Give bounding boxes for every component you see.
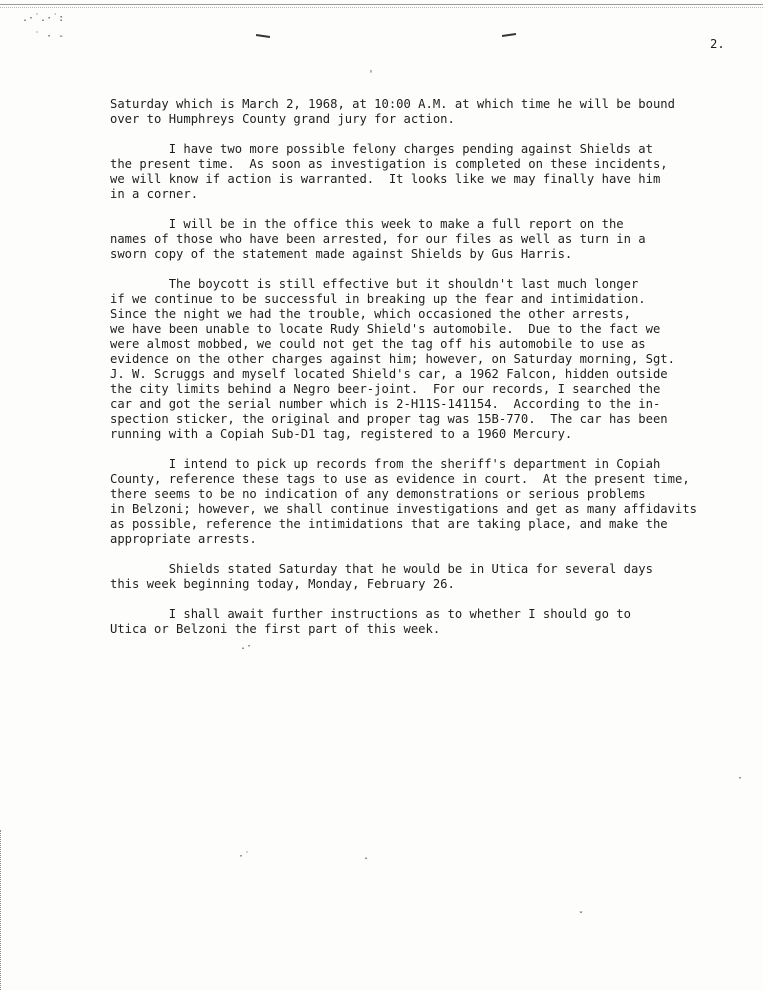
scan-artifact: ·˙ (238, 851, 251, 862)
scan-artifact: .· (240, 641, 253, 652)
text-line: appropriate arrests. (110, 532, 257, 546)
text-line: as possible, reference the intimidations that are taking place, and make the (110, 517, 668, 531)
text-line: we have been unable to locate Rudy Shield's automobile. Due to the fact we (110, 322, 661, 336)
paragraph (110, 97, 750, 127)
paragraph (110, 277, 750, 442)
text-line: J. W. Scruggs and myself located Shield's car, a 1962 Falcon, hidden outside (110, 367, 668, 381)
paragraph (110, 217, 750, 262)
text-line: The boycott is still effective but it shouldn't last much longer (110, 277, 639, 291)
text-line: car and got the serial number which is 2-H11S-141154. According to the in- (110, 397, 661, 411)
scan-artifact: ' (368, 69, 375, 80)
text-line: I intend to pick up records from the sheriff's department in Copiah (110, 457, 661, 471)
paragraph (110, 607, 750, 637)
text-line: if we continue to be successful in breaking up the fear and intimidation. (110, 292, 646, 306)
text-line: Saturday which is March 2, 1968, at 10:00 A.M. at which time he will be bound (110, 97, 675, 111)
text-line: the city limits behind a Negro beer-joint. For our records, I searched the (110, 382, 661, 396)
text-line: Since the night we had the trouble, which occasioned the other arrests, (110, 307, 631, 321)
text-line: Utica or Belzoni the first part of this week. (110, 622, 441, 636)
scan-artifact: ˙ · - (34, 31, 65, 42)
scan-artifact: · (737, 773, 744, 784)
text-line: sworn copy of the statement made against Shields by Gus Harris. (110, 247, 573, 261)
paragraph (110, 142, 750, 202)
top-border-dots (0, 7, 763, 8)
scan-artifact (502, 33, 516, 37)
top-border-line (0, 4, 763, 5)
left-edge-artifact (0, 830, 4, 990)
text-line: I will be in the office this week to make a full report on the (110, 217, 624, 231)
text-line: Shields stated Saturday that he would be in Utica for several days (110, 562, 653, 576)
text-line: running with a Copiah Sub-D1 tag, registered to a 1960 Mercury. (110, 427, 573, 441)
text-line: over to Humphreys County grand jury for action. (110, 112, 455, 126)
text-line: the present time. As soon as investigation is completed on these incidents, (110, 157, 668, 171)
text-line: I shall await further instructions as to whether I should go to (110, 607, 631, 621)
scan-artifact (256, 34, 270, 38)
text-line: names of those who have been arrested, for our files as well as turn in a (110, 232, 646, 246)
scan-artifact: . (363, 851, 370, 862)
scan-artifact: ˇ (578, 911, 585, 922)
text-line: there seems to be no indication of any demonstrations or serious problems (110, 487, 646, 501)
text-line: spection sticker, the original and proper tag was 15B-770. The car has been (110, 412, 668, 426)
text-line: this week beginning today, Monday, February 26. (110, 577, 455, 591)
text-line: we will know if action is warranted. It looks like we may finally have him (110, 172, 661, 186)
letter-body (110, 97, 750, 652)
text-line: County, reference these tags to use as evidence in court. At the present time, (110, 472, 690, 486)
text-line: in a corner. (110, 187, 199, 201)
text-line: in Belzoni; however, we shall continue investigations and get as many affidavits (110, 502, 697, 516)
page-number: 2. (710, 37, 725, 51)
text-line: were almost mobbed, we could not get the tag off his automobile to use as (110, 337, 646, 351)
text-line: I have two more possible felony charges pending against Shields at (110, 142, 653, 156)
paragraph (110, 457, 750, 547)
scan-artifact: .·˙.·˙: (22, 13, 65, 24)
paragraph (110, 562, 750, 592)
text-line: evidence on the other charges against him; however, on Saturday morning, Sgt. (110, 352, 675, 366)
